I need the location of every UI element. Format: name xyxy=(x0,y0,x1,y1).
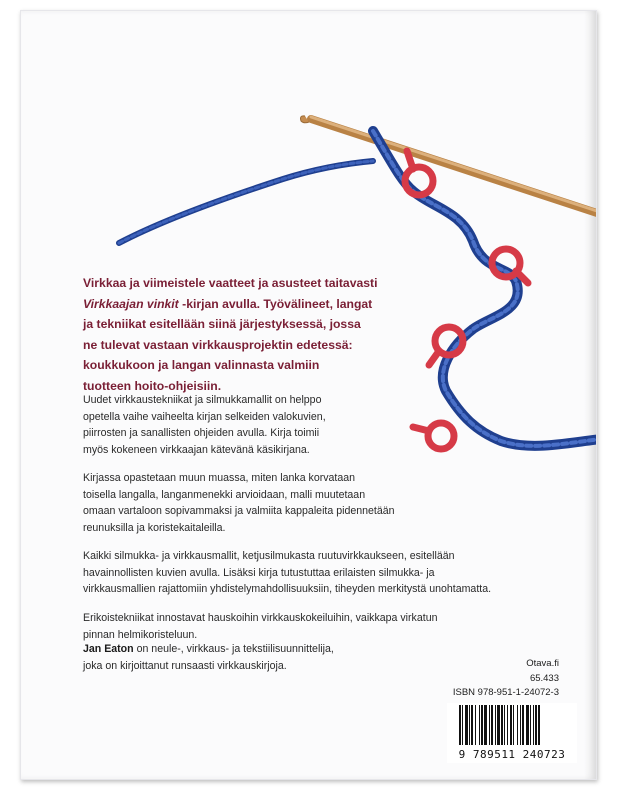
text-line: joka on kirjoittanut runsaasti virkkauskirjoja. xyxy=(83,659,287,672)
isbn-number: ISBN 978-951-1-24072-3 xyxy=(452,687,559,698)
text-line: on neule-, virkkaus- ja tekstiilisuunnittelija, xyxy=(133,643,334,655)
text-line: reunuksilla ja koristekaitaleilla. xyxy=(83,521,226,534)
text-line: opetella vaihe vaiheelta kirjan selkeiden valokuvien, xyxy=(83,410,326,423)
text-line: pinnan helmikoristeluun. xyxy=(83,628,198,641)
text-line: piirrosten ja sanallisten ohjeiden avulla. Kirja toimii xyxy=(83,427,320,439)
text-line: Erikoistekniikat innostavat hauskoihin virkkauskokeiluihin, vaikkapa virkatun xyxy=(83,612,438,624)
text-line: Kirjassa opastetaan muun muassa, miten lanka korvataan xyxy=(83,472,356,484)
description-paragraph xyxy=(83,392,443,458)
text-line: Kaikki silmukka- ja virkkausmallit, ketjusilmukasta ruutuvirkkaukseen, esitellään xyxy=(83,550,455,562)
description-paragraph xyxy=(83,610,553,643)
author-name: Jan Eaton xyxy=(83,643,134,655)
intro-blurb xyxy=(83,273,463,396)
intro-line: koukkukoon ja langan valinnasta valmiin xyxy=(83,358,320,372)
description-paragraph xyxy=(83,548,553,598)
publisher-info xyxy=(453,657,559,701)
intro-line: Virkkaa ja viimeistele vaatteet ja asusteet taitavasti xyxy=(83,276,378,290)
barcode xyxy=(447,703,577,763)
text-line: virkkausmallien rajattomiin yhdistelymahdollisuuksiin, tiheyden merkitystä unohtamatta. xyxy=(83,583,492,595)
text-line: myös kokeneen virkkaajan kätevänä käsikirjana. xyxy=(83,443,310,456)
book-back-cover xyxy=(20,10,597,780)
description-paragraph xyxy=(83,470,443,536)
class-code: 65.433 xyxy=(529,672,559,684)
intro-line: -kirjan avulla. Työvälineet, langat xyxy=(178,296,373,311)
text-line: omaan vartaloon sopivammaksi ja valmiita kappaleita pidennetään xyxy=(83,505,395,517)
barcode-icon xyxy=(457,705,567,747)
text-line: havainnollisten kuvien avulla. Lisäksi kirja tutustuttaa erilaisten silmukka- ja xyxy=(83,566,435,579)
text-line: toisella langalla, langanmenekki arvioidaan, malli muutetaan xyxy=(83,488,366,501)
intro-line: ne tulevat vastaan virkkausprojektin edetessä: xyxy=(83,337,353,352)
barcode-digits: 9 789511 240723 xyxy=(458,748,566,761)
intro-line: tuotteen hoito-ohjeisiin. xyxy=(83,378,222,393)
intro-line: ja tekniikat esitellään siinä järjestyksessä, jossa xyxy=(83,317,361,331)
publisher-site: Otava.fi xyxy=(526,658,559,669)
text-line: Uudet virkkaustekniikat ja silmukkamallit on helppo xyxy=(83,394,322,406)
book-title: Virkkaajan vinkit xyxy=(83,296,179,311)
